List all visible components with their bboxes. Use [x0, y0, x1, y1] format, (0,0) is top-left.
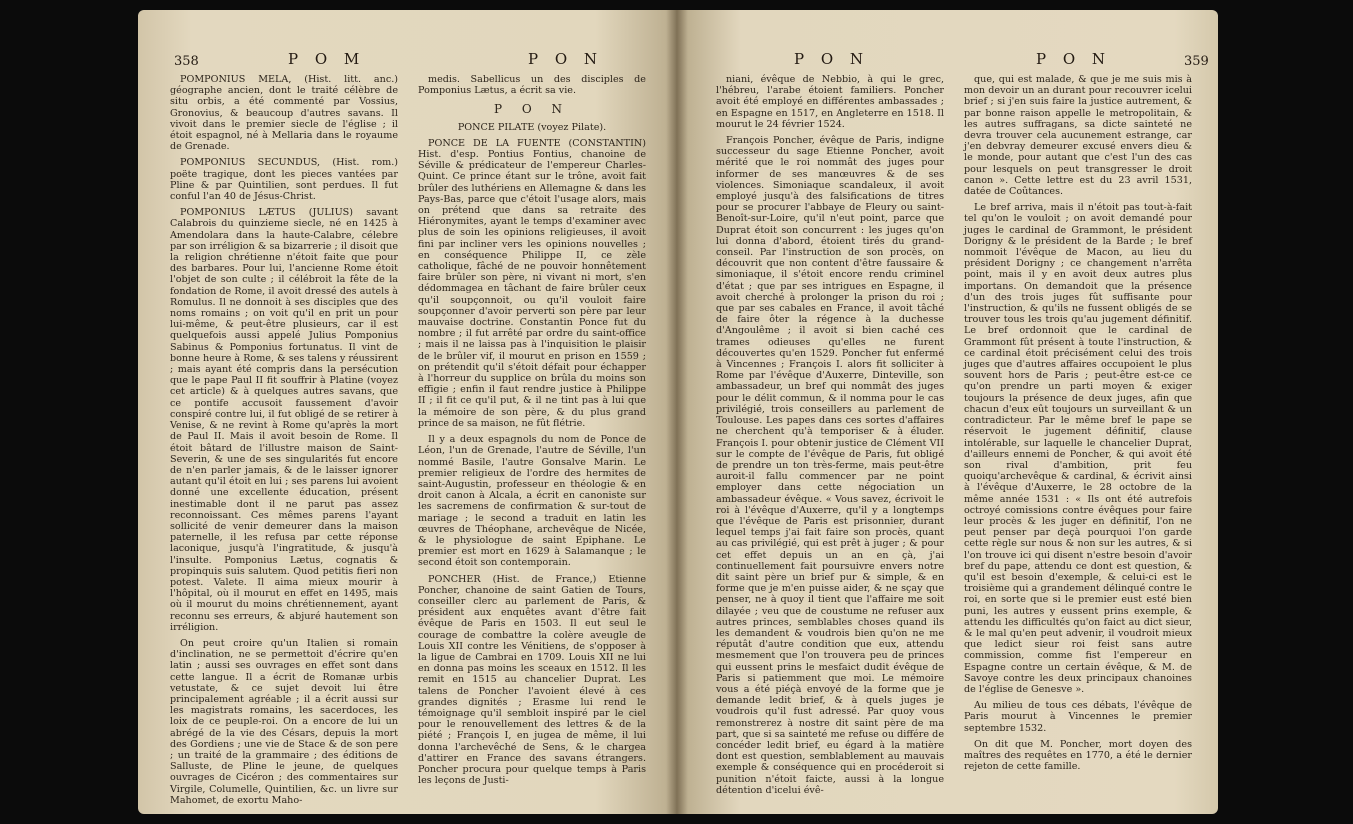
entry-bref: Le bref arriva, mais il n'étoit pas tout-à-fait tel qu'on le vouloit ; on avoit demandé pour juges le cardinal de Grammont, le président Dorigny & le président de la Barde ; le bref nommoit l'évêque de Macon, au lieu du président Dorigny ; ce changement n'arrêta point, mais il y en avoit deux autres plus importans. On demandoit que la présence d'un des trois juges fût suffisante pour l'instruction, & qu'ils ne fussent obligés de se trouver tous les trois qu'au jugement définitif. Le bref ordonnoit que le cardinal de Grammont fût présent à toute l'instruction, & ce cardinal étoit précisément celui des trois juges que d'autres affaires occupoient le plus souvent hors de Paris ; peut-être est-ce ce qu'on prendre un parti moyen & exiger toujours la présence de deux juges, afin que chacun d'eux eût toujours un surveillant & un contradicteur. Par le même bref le pape se réservoit le jugement définitif, clause intolérable, sur laquelle le chancelier Duprat, d'ailleurs ennemi de Poncher, & qui avoit été son rival d'ambition, prit feu quoiqu'archevêque & cardinal, & écrivit ainsi à l'évêque d'Auxerre, le 28 octobre de la même année 1531 : « Ils ont été autrefois octroyé comissions contre évêques pour faire leur procès & les juger en définitif, l'on ne peut penser par deçà pourquoi l'on garde cette règle sur nous & non sur les autres, & si l'on trouve ici qui disent n'estre besoin d'avoir bref du pape, attendu ce dont est question, & qu'il est besoin d'exemple, & celui-ci est le troisième qui a grandement délinqué contre le roi, en sorte que si le premier eust esté bien puni, les autres y eussent prins exemple, & attendu les difficultés qu'on faict au dict sieur, & le mal qu'en peut advenir, il voudroit mieux que ledict sieur roi feist sans autre commission, comme fist l'empereur en Espagne contre un certain évêque, & M. de Savoye contre les deux principaux chanoines de l'église de Genesve ». — [964, 202, 1192, 695]
right-column-2 — [964, 74, 1192, 777]
right-column-1 — [716, 74, 944, 801]
right-page — [676, 10, 1218, 814]
left-running-head-pom: P O M — [288, 50, 366, 68]
entry-last-descendant: On dit que M. Poncher, mort doyen des maîtres des requêtes en 1770, a été le dernier rejeton de cette famille. — [964, 738, 1192, 773]
right-running-head-left: P O N — [794, 50, 870, 68]
right-page-number: 359 — [1184, 54, 1209, 69]
left-page — [138, 10, 676, 814]
entry-poncher-continuation: niani, évêque de Nebbio, à qui le grec, l'hébreu, l'arabe étoient familiers. Poncher avoit été employé en différentes ambassades ; en Espagne en 1517, en Angleterre en 1518. Il mourut le 24 février 1524. — [716, 74, 944, 130]
entry-pomponius-laetus-works: On peut croire qu'un Italien si romain d'inclination, ne se permettoit d'écrire qu'en latin ; aussi ses ouvrages en effet sont dans cette langue. Il a écrit de Romanæ urbis vetustate, & ce sujet devoit lui être principalement agréable ; il a écrit aussi sur les magistrats romains, les sacerdoces, les loix de ce peuple-roi. On a encore de lui un abrégé de la vie des Césars, depuis la mort des Gordiens ; une vie de Stace & de son pere ; un traité de la grammaire ; des éditions de Salluste, de Pline le jeune, de quelques ouvrages de Cicéron ; des commentaires sur Virgile, Columelle, Quintilien, &c. un livre sur Mahomet, de exortu Maho- — [170, 637, 398, 806]
entry-pomponius-secundus: POMPONIUS SECUNDUS, (Hist. rom.) poëte tragique, dont les pieces vantées par Pline & par Quintilien, sont perdues. Il fut conful l'an 40 de Jésus-Christ. — [170, 157, 398, 203]
entry-poncher-francois: François Poncher, évêque de Paris, indigne successeur du sage Etienne Poncher, avoit mérité que le roi nommât des juges pour informer de ses manœuvres & de ses violences. Simoniaque scandaleux, il avoit employé jusqu'à des falsifications de titres pour se procurer l'abbaye de Fleury ou saint-Benoît-sur-Loire, qu'il n'eut point, parce que Duprat étoit son concurrent : les juges qu'on lui donna d'abord, étoient tirés du grand-conseil. Par l'instruction de son procès, on découvrit que non content d'être faussaire & simoniaque, il s'étoit encore rendu criminel d'état ; que par ses intrigues en Espagne, il avoit cherché à prolonger la prison du roi ; que par ses cabales en France, il avoit tâché de faire ôter la régence à la duchesse d'Angoulême ; il avoit si bien caché ces trames odieuses qu'elles ne furent découvertes qu'en 1529. Poncher fut enfermé à Vincennes ; François I. alors fit solliciter à Rome par l'évêque d'Auxerre, Dinteville, son ambassadeur, un bref qui nommât des juges pour le délit commun, & il nomma pour le cas privilégié, trois conseillers au parlement de Toulouse. Les papes dans ces sortes d'affaires ne cherchent qu'à temporiser & à éluder. François I. pour obtenir justice de Clément VII sur le compte de l'évêque de Paris, fut obligé de prendre un ton très-ferme, mais peut-être auroit-il fallu commencer par ne point employer dans cette négociation un ambassadeur évêque. « Vous savez, écrivoit le roi à l'évêque d'Auxerre, qu'il y a longtemps que l'évêque de Paris est prisonnier, durant lequel temps j'ai fait faire son procès, quant au cas privilégié, qui est prêt à juger ; & pour cet effet depuis un an en çà, j'ai continuellement fait poursuivre envers notre dit saint père un brief pur & simple, & en forme que je m'en puisse aider, & ne sçay que penser, ne à quoy il tient que l'affaire me soit dilayée ; veu que de coustume ne refuser aux autres princes, semblables choses quand ils les demandent & voudrois bien qu'on ne me réputât d'autre condition que eux, attendu mesmement que l'on trouvera peu de princes qui eussent prins le mesfaict dudit évêque de Paris si patiemment que moi. Le mémoire vous a été piéçà envoyé de la forme que je demande ledit brief, & à quels juges je voudrois qu'il fust adressé. Par quoy vous remonstrerez à nostre dit saint père de ma part, que si sa sainteté me refuse ou différe de concéder ledit brief, eu égard à la matière dont est question, semblablement au mauvais exemple & conséquence qui en procéderoit si punition n'étoit faicte, aussi à la longue détention d'icelui évê- — [716, 135, 944, 796]
left-page-number: 358 — [174, 54, 199, 69]
right-running-head-right: P O N — [1036, 50, 1112, 68]
entry-ponce-pilate: PONCE PILATE (voyez Pilate). — [457, 121, 607, 133]
entry-poncher-etienne: PONCHER (Hist. de France,) Etienne Poncher, chanoine de saint Gatien de Tours, conseiller clerc au parlement de Paris, & président aux enquêtes avant d'être fait évêque de Paris en 1503. Il eut seul le courage de combattre la colère aveugle de Louis XII contre les Vénitiens, de s'opposer à la ligue de Cambrai en 1709. Louis XII ne lui en donna pas moins les sceaux en 1512. Il les remit en 1515 au chancelier Duprat. Les talens de Poncher l'avoient élevé à ces grandes dignités ; Erasme lui rend le témoignage qu'il sembloit inspiré par le ciel pour le renouvellement des lettres & de la piété ; François I, en jugea de même, il lui donna l'archevêché de Sens, & le chargea d'attirer en France des savans étrangers. Poncher procura pour quelque temps à Paris les leçons de Justi- — [418, 573, 646, 787]
open-book — [138, 10, 1218, 814]
entry-death: Au milieu de tous ces débats, l'évêque de Paris mourut à Vincennes le premier septembre 1532. — [964, 700, 1192, 734]
entry-pomponius-laetus: POMPONIUS LÆTUS (JULIUS) savant Calabrois du quinzieme siecle, né en 1425 à Amendolara dans la haute-Calabre, célebre par son irréligion & sa bizarrerie ; il disoit que la religion chrétienne n'étoit faite que pour des barbares. Pour lui, l'ancienne Rome étoit l'objet de son culte ; il célébroit la fête de la fondation de Rome, il avoit dressé des autels à Romulus. Il ne donnoit à ses disciples que des noms romains ; on voit qu'il en prit un pour lui-même, & peut-être plusieurs, car il est quelquefois aussi appelé Julius Pomponius Sabinus & Pomponius fortunatus. Il vint de bonne heure à Rome, & ses talens y réussirent ; mais ayant été compris dans la persécution que le pape Paul II fit souffrir à Platine (voyez cet article) & à quelques autres savans, que ce pontife accusoit faussement d'avoir conspiré contre lui, il fut obligé de se retirer à Venise, & ne revint à Rome qu'après la mort de Paul II. Mais il avoit besoin de Rome. Il étoit bâtard de l'illustre maison de Saint-Severin, & une de ses singularités fut encore de n'en parler jamais, & de le laisser ignorer autant qu'il étoit en lui ; ses parens lui avoient donné une excellente éducation, présent inestimable dont il ne parut pas assez reconnoissant. Ces mêmes parens l'ayant sollicité de venir demeurer dans la maison paternelle, il les refusa par cette réponse laconique, jusqu'à l'ingratitude, & jusqu'à l'insulte. Pomponius Lætus, cognatis & propinquis suis salutem. Quod petitis fieri non potest. Valete. Il aima mieux mourir à l'hôpital, où il mourut en effet en 1495, mais où il mourut du moins chrétiennement, ayant reconnu ses erreurs, & abjuré hautement son irréligion. — [170, 207, 398, 633]
letter-continuation: que, qui est malade, & que je me suis mis à mon devoir un an durant pour recouvrer icelui brief ; si j'en suis faire la justice autrement, & par bonne raison appelle le metropolitain, & les autres suffragans, sa dicte sainteté ne devra trouver cela aucunement estrange, car j'en debvray demeurer excusé envers dieu & le monde, pour autant que c'est l'un des cas pour lesquels on peut transgresser le droit canon ». Cette lettre est du 23 avril 1531, datée de Coûtances. — [964, 74, 1192, 198]
left-column-2 — [418, 74, 646, 791]
left-column-1 — [170, 74, 398, 811]
entry-ponce-de-la-fuente: PONCE DE LA FUENTE (CONSTANTIN) Hist. d'esp. Pontius Fontius, chanoine de Séville & prédicateur de l'empereur Charles-Quint. Ce prince étant sur le trône, avoit fait brûler des luthériens en Allemagne & dans les Pays-Bas, parce que c'étoit l'usage alors, mais on prétend que dans sa retraite des Hiéronymites, ayant le temps d'examiner avec plus de soin les opinions religieuses, il avoit fini par incliner vers les opinions nouvelles ; en conséquence Philippe II, ce zèle catholique, fâché de ne pouvoir honnêtement faire brûler son père, ni vivant ni mort, s'en dédommagea en tâchant de faire brûler ceux qu'il soupçonnoit, ou qu'il vouloit faire soupçonner d'avoir perverti son père par leur mauvaise doctrine. Constantin Ponce fut du nombre ; il fut arrêté par ordre du saint-office ; mais il ne laissa pas à l'inquisition le plaisir de le brûler vif, il mourut en prison en 1559 ; on prétendit qu'il s'étoit défait pour échapper à l'horreur du supplice on brûla du moins son effigie ; enfin il faut rendre justice à Philippe II ; il fit ce qu'il put, & il ne tint pas à lui que la mémoire de son père, & du plus grand prince de sa maison, ne fût flétrie. — [418, 137, 646, 429]
entry-ponce-de-leon: Il y a deux espagnols du nom de Ponce de Léon, l'un de Grenade, l'autre de Séville, l'un nommé Basile, l'autre Gonsalve Marin. Le premier religieux de l'ordre des hermites de saint-Augustin, professeur en théologie & en droit canon à Alcala, a écrit en canoniste sur les sacremens de confirmation & sur-tout de mariage ; le second a traduit en latin les œuvres de Théophane, archevêque de Nicée, & le physiologue de saint Epiphane. Le premier est mort en 1629 à Salamanque ; le second étoit son contemporain. — [418, 434, 646, 569]
entry-pomponius-mela: POMPONIUS MELA, (Hist. litt. anc.) géographe ancien, dont le traité célèbre de situ orbis, a été commenté par Vossius, Gronovius, & beaucoup d'autres savans. Il vivoit dans le premier siecle de l'église ; il étoit espagnol, né à Mellaria dans le royaume de Grenade. — [170, 74, 398, 153]
section-heading-pon: P O N — [493, 102, 571, 117]
left-running-head-pon: P O N — [528, 50, 604, 68]
entry-continuation: medis. Sabellicus un des disciples de Pomponius Lætus, a écrit sa vie. — [418, 74, 646, 97]
book-gutter — [666, 10, 688, 814]
